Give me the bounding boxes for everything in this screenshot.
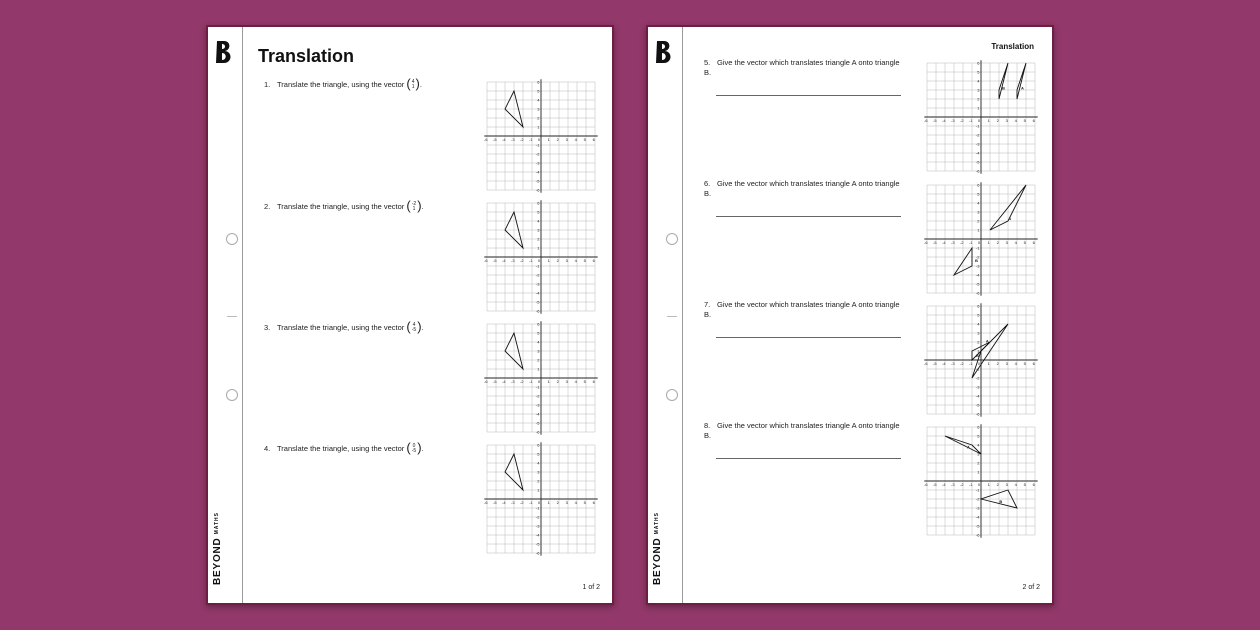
question-number: 5. bbox=[704, 58, 711, 67]
x-tick-label: 1 bbox=[987, 118, 990, 123]
y-tick-label: 2 bbox=[537, 478, 540, 484]
x-tick-label: -1 bbox=[969, 361, 973, 366]
y-tick-label: 1 bbox=[537, 487, 540, 493]
y-tick-label: 6 bbox=[537, 79, 540, 85]
y-tick-label: 2 bbox=[977, 339, 980, 345]
x-tick-label: 5 bbox=[1023, 482, 1026, 487]
answer-line[interactable] bbox=[716, 337, 901, 338]
y-tick-label: 5 bbox=[537, 330, 540, 336]
vector-top: 4 bbox=[412, 321, 416, 328]
brand-suffix: MATHS bbox=[214, 512, 220, 535]
question-5 bbox=[704, 58, 904, 78]
x-tick-label: -5 bbox=[493, 258, 497, 263]
y-tick-label: 1 bbox=[537, 366, 540, 372]
triangle-label: B bbox=[999, 499, 1003, 505]
question-text: Translate the triangle, using the vector bbox=[277, 443, 405, 453]
y-tick-label: -5 bbox=[975, 523, 980, 529]
answer-line[interactable] bbox=[716, 95, 901, 96]
y-tick-label: 2 bbox=[977, 96, 980, 102]
question-end: . bbox=[421, 322, 424, 332]
y-tick-label: 5 bbox=[977, 312, 980, 318]
question-text: Give the vector which translates triangle A onto triangle B. bbox=[704, 300, 900, 319]
x-tick-label: -5 bbox=[933, 118, 937, 123]
margin-line bbox=[242, 27, 243, 603]
x-tick-label: -2 bbox=[520, 258, 524, 263]
coordinate-grid-q1 bbox=[482, 77, 600, 195]
x-tick-label: 3 bbox=[565, 137, 568, 142]
y-tick-label: 5 bbox=[537, 88, 540, 94]
x-tick-label: 1 bbox=[547, 500, 550, 505]
x-tick-label: 0 bbox=[537, 258, 541, 263]
y-tick-label: -6 bbox=[975, 290, 980, 296]
x-tick-label: -2 bbox=[520, 137, 524, 142]
coordinate-grid-q5 bbox=[922, 58, 1040, 176]
y-tick-label: 6 bbox=[977, 303, 980, 309]
y-tick-label: -4 bbox=[975, 272, 980, 278]
y-tick-label: -2 bbox=[975, 496, 980, 502]
y-tick-label: -5 bbox=[535, 420, 540, 426]
answer-line[interactable] bbox=[716, 216, 901, 217]
y-tick-label: -2 bbox=[535, 272, 540, 278]
punch-hole bbox=[666, 389, 678, 401]
y-tick-label: -2 bbox=[535, 151, 540, 157]
x-tick-label: -3 bbox=[951, 361, 955, 366]
x-tick-label: 1 bbox=[547, 379, 550, 384]
y-tick-label: -2 bbox=[975, 375, 980, 381]
y-tick-label: 3 bbox=[977, 330, 980, 336]
x-tick-label: 3 bbox=[1005, 118, 1008, 123]
question-text: Translate the triangle, using the vector bbox=[277, 201, 405, 211]
y-tick-label: -1 bbox=[975, 123, 980, 129]
x-tick-label: -6 bbox=[484, 379, 488, 384]
x-tick-label: -3 bbox=[511, 500, 515, 505]
brand-name: BEYOND bbox=[212, 537, 223, 585]
x-tick-label: -1 bbox=[529, 137, 533, 142]
y-tick-label: -3 bbox=[975, 384, 980, 390]
y-tick-label: -2 bbox=[975, 254, 980, 260]
x-tick-label: 6 bbox=[1032, 240, 1035, 245]
x-tick-label: -3 bbox=[511, 258, 515, 263]
y-tick-label: -4 bbox=[535, 532, 540, 538]
x-tick-label: 2 bbox=[556, 258, 559, 263]
x-tick-label: -6 bbox=[924, 240, 928, 245]
y-tick-label: -5 bbox=[535, 541, 540, 547]
y-tick-label: 5 bbox=[537, 209, 540, 215]
y-tick-label: 3 bbox=[977, 87, 980, 93]
x-tick-label: 0 bbox=[977, 361, 981, 366]
question-text: Give the vector which translates triangle A onto triangle B. bbox=[704, 179, 900, 198]
x-tick-label: -3 bbox=[951, 482, 955, 487]
y-tick-label: -6 bbox=[975, 411, 980, 417]
brand-suffix: MATHS bbox=[654, 512, 660, 535]
x-tick-label: 0 bbox=[537, 500, 541, 505]
x-tick-label: 6 bbox=[1032, 361, 1035, 366]
triangle-label: A bbox=[985, 338, 989, 344]
question-number: 1. bbox=[264, 79, 271, 89]
y-tick-label: 6 bbox=[977, 60, 980, 66]
y-tick-label: -3 bbox=[975, 505, 980, 511]
x-tick-label: -1 bbox=[529, 500, 533, 505]
y-tick-label: -3 bbox=[975, 141, 980, 147]
y-tick-label: -4 bbox=[975, 514, 980, 520]
x-tick-label: 1 bbox=[987, 240, 990, 245]
brand-name: BEYOND bbox=[652, 537, 663, 585]
page-title: Translation bbox=[258, 46, 355, 66]
y-tick-label: 2 bbox=[537, 115, 540, 121]
y-tick-label: -4 bbox=[535, 290, 540, 296]
y-tick-label: 1 bbox=[537, 245, 540, 251]
margin-mark bbox=[227, 316, 237, 317]
x-tick-label: -1 bbox=[969, 482, 973, 487]
x-tick-label: -5 bbox=[933, 361, 937, 366]
y-tick-label: -5 bbox=[975, 402, 980, 408]
vector-top: 0 bbox=[412, 442, 416, 449]
y-tick-label: -6 bbox=[535, 550, 540, 556]
question-3 bbox=[264, 319, 474, 334]
x-tick-label: -2 bbox=[960, 240, 964, 245]
y-tick-label: -4 bbox=[975, 393, 980, 399]
y-tick-label: 5 bbox=[977, 69, 980, 75]
column-vector: ( 4 1 ) bbox=[406, 76, 420, 91]
y-tick-label: 2 bbox=[537, 236, 540, 242]
y-tick-label: 6 bbox=[537, 442, 540, 448]
x-tick-label: 6 bbox=[592, 379, 595, 384]
y-tick-label: 6 bbox=[977, 182, 980, 188]
coordinate-grid-q2 bbox=[482, 198, 600, 316]
question-1 bbox=[264, 76, 474, 91]
x-tick-label: -2 bbox=[520, 500, 524, 505]
question-number: 3. bbox=[264, 322, 271, 332]
x-tick-label: 5 bbox=[1023, 361, 1026, 366]
x-tick-label: 2 bbox=[996, 361, 999, 366]
y-tick-label: -3 bbox=[535, 160, 540, 166]
x-tick-label: -4 bbox=[942, 482, 946, 487]
question-number: 6. bbox=[704, 179, 711, 188]
y-tick-label: 4 bbox=[977, 200, 980, 206]
question-number: 4. bbox=[264, 443, 271, 453]
running-header: Translation bbox=[991, 42, 1034, 51]
beyond-logo-icon bbox=[654, 39, 676, 65]
y-tick-label: 4 bbox=[537, 339, 540, 345]
y-tick-label: 5 bbox=[537, 451, 540, 457]
question-8 bbox=[704, 421, 904, 441]
x-tick-label: 3 bbox=[565, 379, 568, 384]
y-tick-label: 1 bbox=[537, 124, 540, 130]
x-tick-label: -2 bbox=[960, 118, 964, 123]
answer-line[interactable] bbox=[716, 458, 901, 459]
x-tick-label: -6 bbox=[484, 500, 488, 505]
x-tick-label: 4 bbox=[574, 137, 577, 142]
x-tick-label: 5 bbox=[1023, 118, 1026, 123]
margin-mark bbox=[667, 316, 677, 317]
x-tick-label: 0 bbox=[537, 379, 541, 384]
vector-top: 4 bbox=[411, 78, 415, 85]
x-tick-label: 6 bbox=[592, 258, 595, 263]
question-text: Translate the triangle, using the vector bbox=[277, 79, 405, 89]
x-tick-label: 0 bbox=[977, 240, 981, 245]
x-tick-label: 4 bbox=[574, 500, 577, 505]
y-tick-label: -3 bbox=[535, 523, 540, 529]
x-tick-label: 2 bbox=[556, 379, 559, 384]
y-tick-label: -3 bbox=[535, 281, 540, 287]
triangle-label: B bbox=[975, 258, 978, 264]
y-tick-label: -2 bbox=[535, 393, 540, 399]
column-vector: ( -2 1 ) bbox=[406, 198, 422, 213]
y-tick-label: 2 bbox=[537, 357, 540, 363]
y-tick-label: 3 bbox=[537, 469, 540, 475]
y-tick-label: 4 bbox=[977, 78, 980, 84]
question-number: 2. bbox=[264, 201, 271, 211]
triangle-label: B bbox=[975, 353, 979, 358]
y-tick-label: 6 bbox=[537, 321, 540, 327]
triangle-label: B bbox=[1002, 85, 1005, 91]
x-tick-label: -3 bbox=[951, 240, 955, 245]
x-tick-label: -4 bbox=[502, 379, 506, 384]
y-tick-label: -1 bbox=[535, 142, 540, 148]
triangle-label: A bbox=[966, 444, 970, 450]
question-end: . bbox=[421, 201, 424, 211]
x-tick-label: -3 bbox=[511, 379, 515, 384]
y-tick-label: 3 bbox=[977, 451, 980, 457]
y-tick-label: 2 bbox=[977, 460, 980, 466]
y-tick-label: 3 bbox=[977, 209, 980, 215]
y-tick-label: 1 bbox=[977, 227, 980, 233]
y-tick-label: -1 bbox=[975, 245, 980, 251]
margin-line bbox=[682, 27, 683, 603]
y-tick-label: -6 bbox=[535, 187, 540, 193]
y-tick-label: -3 bbox=[535, 402, 540, 408]
y-tick-label: -4 bbox=[535, 411, 540, 417]
x-tick-label: -4 bbox=[942, 240, 946, 245]
vector-bottom: 1 bbox=[411, 83, 415, 90]
y-tick-label: -5 bbox=[535, 178, 540, 184]
y-tick-label: -5 bbox=[975, 281, 980, 287]
coordinate-grid-q4 bbox=[482, 440, 600, 558]
x-tick-label: 4 bbox=[1014, 361, 1017, 366]
x-tick-label: -4 bbox=[502, 258, 506, 263]
x-tick-label: 4 bbox=[574, 258, 577, 263]
x-tick-label: 1 bbox=[987, 482, 990, 487]
punch-hole bbox=[226, 389, 238, 401]
coordinate-grid-q3 bbox=[482, 319, 600, 437]
x-tick-label: 4 bbox=[1014, 240, 1017, 245]
y-tick-label: -3 bbox=[975, 263, 980, 269]
x-tick-label: 1 bbox=[547, 258, 550, 263]
y-tick-label: -1 bbox=[535, 384, 540, 390]
y-tick-label: -5 bbox=[975, 159, 980, 165]
vector-bottom: -5 bbox=[411, 447, 417, 454]
x-tick-label: 2 bbox=[556, 137, 559, 142]
x-tick-label: -1 bbox=[529, 258, 533, 263]
x-tick-label: 4 bbox=[1014, 482, 1017, 487]
x-tick-label: 0 bbox=[977, 482, 981, 487]
y-tick-label: -1 bbox=[535, 263, 540, 269]
triangle-label: A bbox=[1008, 215, 1012, 221]
x-tick-label: -6 bbox=[484, 258, 488, 263]
punch-hole bbox=[666, 233, 678, 245]
x-tick-label: 4 bbox=[574, 379, 577, 384]
y-tick-label: 1 bbox=[977, 348, 980, 354]
y-tick-label: -1 bbox=[975, 366, 980, 372]
x-tick-label: 3 bbox=[565, 500, 568, 505]
x-tick-label: 2 bbox=[556, 500, 559, 505]
x-tick-label: 2 bbox=[996, 118, 999, 123]
vector-bottom: 1 bbox=[412, 205, 416, 212]
x-tick-label: -6 bbox=[924, 361, 928, 366]
y-tick-label: 4 bbox=[977, 442, 980, 448]
x-tick-label: 0 bbox=[537, 137, 541, 142]
x-tick-label: 1 bbox=[547, 137, 550, 142]
beyond-logo-icon bbox=[214, 39, 236, 65]
y-tick-label: 4 bbox=[537, 218, 540, 224]
y-tick-label: -4 bbox=[535, 169, 540, 175]
y-tick-label: -6 bbox=[975, 532, 980, 538]
x-tick-label: 4 bbox=[1014, 118, 1017, 123]
x-tick-label: -1 bbox=[969, 118, 973, 123]
y-tick-label: 3 bbox=[537, 348, 540, 354]
y-tick-label: -1 bbox=[535, 505, 540, 511]
question-4 bbox=[264, 440, 474, 455]
triangle-label: A bbox=[1020, 85, 1024, 91]
x-tick-label: -1 bbox=[969, 240, 973, 245]
x-tick-label: 5 bbox=[583, 500, 586, 505]
x-tick-label: -3 bbox=[951, 118, 955, 123]
x-tick-label: -5 bbox=[933, 240, 937, 245]
x-tick-label: -2 bbox=[960, 361, 964, 366]
x-tick-label: -4 bbox=[942, 361, 946, 366]
x-tick-label: -4 bbox=[502, 137, 506, 142]
x-tick-label: -6 bbox=[924, 482, 928, 487]
x-tick-label: 6 bbox=[592, 500, 595, 505]
y-tick-label: 4 bbox=[537, 460, 540, 466]
x-tick-label: -6 bbox=[924, 118, 928, 123]
x-tick-label: 0 bbox=[977, 118, 981, 123]
x-tick-label: -5 bbox=[493, 379, 497, 384]
y-tick-label: 6 bbox=[977, 424, 980, 430]
y-tick-label: -1 bbox=[975, 487, 980, 493]
x-tick-label: -5 bbox=[493, 500, 497, 505]
y-tick-label: -2 bbox=[535, 514, 540, 520]
y-tick-label: -6 bbox=[535, 308, 540, 314]
x-tick-label: -2 bbox=[960, 482, 964, 487]
x-tick-label: -3 bbox=[511, 137, 515, 142]
x-tick-label: 3 bbox=[565, 258, 568, 263]
x-tick-label: -1 bbox=[529, 379, 533, 384]
y-tick-label: 2 bbox=[977, 218, 980, 224]
y-tick-label: -4 bbox=[975, 150, 980, 156]
x-tick-label: 2 bbox=[996, 482, 999, 487]
coordinate-grid-q7 bbox=[922, 301, 1040, 419]
x-tick-label: 3 bbox=[1005, 482, 1008, 487]
x-tick-label: -5 bbox=[933, 482, 937, 487]
question-text: Give the vector which translates triangle A onto triangle B. bbox=[704, 421, 900, 440]
y-tick-label: 5 bbox=[977, 433, 980, 439]
y-tick-label: -6 bbox=[975, 168, 980, 174]
worksheet-page-1 bbox=[206, 25, 614, 605]
y-tick-label: -6 bbox=[535, 429, 540, 435]
x-tick-label: 3 bbox=[1005, 240, 1008, 245]
x-tick-label: 5 bbox=[583, 258, 586, 263]
question-number: 7. bbox=[704, 300, 711, 309]
question-text: Translate the triangle, using the vector bbox=[277, 322, 405, 332]
y-tick-label: 3 bbox=[537, 227, 540, 233]
question-2 bbox=[264, 198, 474, 213]
x-tick-label: 6 bbox=[1032, 482, 1035, 487]
question-number: 8. bbox=[704, 421, 711, 430]
x-tick-label: 6 bbox=[1032, 118, 1035, 123]
x-tick-label: -5 bbox=[493, 137, 497, 142]
question-7 bbox=[704, 300, 904, 320]
vector-bottom: -5 bbox=[411, 326, 417, 333]
coordinate-grid-q8 bbox=[922, 422, 1040, 540]
x-tick-label: -4 bbox=[942, 118, 946, 123]
worksheet-page-2 bbox=[646, 25, 1054, 605]
y-tick-label: 4 bbox=[977, 321, 980, 327]
question-6 bbox=[704, 179, 904, 199]
question-text: Give the vector which translates triangle A onto triangle B. bbox=[704, 58, 900, 77]
x-tick-label: 2 bbox=[996, 240, 999, 245]
question-end: . bbox=[419, 79, 422, 89]
x-tick-label: 5 bbox=[583, 379, 586, 384]
brand-wordmark bbox=[212, 512, 223, 585]
brand-wordmark bbox=[652, 512, 663, 585]
column-vector: ( 4 -5 ) bbox=[406, 319, 422, 334]
y-tick-label: 3 bbox=[537, 106, 540, 112]
y-tick-label: -2 bbox=[975, 132, 980, 138]
x-tick-label: -2 bbox=[520, 379, 524, 384]
x-tick-label: 5 bbox=[583, 137, 586, 142]
x-tick-label: 5 bbox=[1023, 240, 1026, 245]
y-tick-label: 1 bbox=[977, 105, 980, 111]
y-tick-label: 1 bbox=[977, 469, 980, 475]
page-number: 2 of 2 bbox=[1022, 584, 1040, 591]
coordinate-grid-q6 bbox=[922, 180, 1040, 298]
punch-hole bbox=[226, 233, 238, 245]
y-tick-label: 4 bbox=[537, 97, 540, 103]
x-tick-label: 1 bbox=[987, 361, 990, 366]
y-tick-label: 6 bbox=[537, 200, 540, 206]
x-tick-label: 6 bbox=[592, 137, 595, 142]
page-number: 1 of 2 bbox=[582, 584, 600, 591]
column-vector: ( 0 -5 ) bbox=[406, 440, 422, 455]
question-end: . bbox=[421, 443, 424, 453]
x-tick-label: 3 bbox=[1005, 361, 1008, 366]
vector-top: -2 bbox=[411, 200, 417, 207]
y-tick-label: 5 bbox=[977, 191, 980, 197]
x-tick-label: -6 bbox=[484, 137, 488, 142]
y-tick-label: -5 bbox=[535, 299, 540, 305]
x-tick-label: -4 bbox=[502, 500, 506, 505]
